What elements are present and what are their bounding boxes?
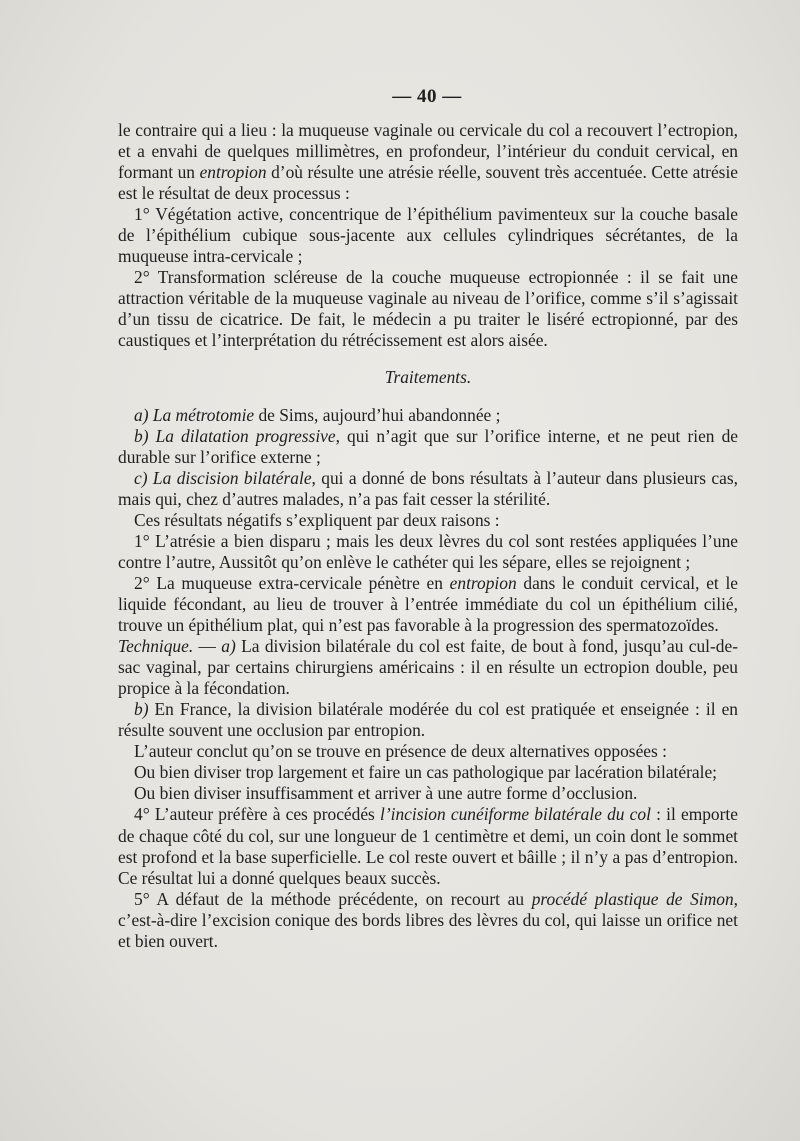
paragraph-results: Ces résultats négatifs s’expliquent par deux raisons :	[134, 509, 500, 530]
item-letter: c)	[134, 467, 153, 488]
paragraph-procedure-4	[118, 804, 738, 888]
paragraph-treatment-b	[118, 426, 738, 468]
paragraph-treatment-a	[118, 405, 738, 426]
paragraph-treatment-c	[118, 468, 738, 510]
paragraph-alternative-1: Ou bien diviser trop largement et faire un cas pathologique par lacération bilatérale;	[134, 762, 718, 783]
paragraph-technique-b	[118, 699, 738, 741]
paragraph-reason-2	[118, 573, 738, 636]
paragraph-procedure-5	[118, 889, 738, 952]
paragraph-reason-1: 1° L’atrésie a bien disparu ; mais les deux lèvres du col sont restées appliquées l’une contre l’autre, Aussitôt qu’on enlève le cathéter qui les sépare, elles se rejoignent ;	[118, 530, 738, 572]
text-run: le contraire qui a lieu : la muqueuse vaginale ou cervicale du col a recouvert l’ectropion, et a envahi de quelques millimètres, en profondeur, l’intérieur du conduit cervical, en formant un	[118, 120, 738, 183]
item-letter: b)	[134, 699, 149, 720]
section-heading: Traitements.	[384, 366, 472, 387]
item-letter: a)	[221, 636, 236, 657]
page-number: — 40 —	[392, 86, 462, 107]
paragraph-conclusion: L’auteur conclut qu’on se trouve en présence de deux alternatives opposées :	[134, 741, 667, 762]
text-run: , qui n’agit que sur l’orifice interne, et ne peut rien de durable sur l’orifice externe ;	[118, 425, 738, 467]
paragraph-process-2: 2° Transformation scléreuse de la couche muqueuse ectropionnée : il se fait une attraction véritable de la muqueuse vaginale au niveau de l’orifice, comme s’il s’agissait d’un tissu de cicatrice. De fait, le médecin a pu traiter le liséré ectropionné, par des caustiques et l’interprétation du rétrécissement est alors aisée.	[118, 267, 738, 351]
text-run: d’où résulte une atrésie réelle, souvent très accentuée. Cette atrésie est le résultat de deux processus :	[118, 162, 738, 204]
italic-term: l’incision cunéiforme bilatérale du col	[380, 804, 651, 825]
italic-term: Technique.	[118, 636, 194, 657]
italic-term: procédé plastique de Simon	[531, 888, 734, 909]
text-run: 2° La muqueuse extra-cervicale pénètre en	[134, 572, 450, 593]
paragraph-continuation	[118, 120, 738, 204]
text-run: En France, la division bilatérale modérée du col est pratiquée et enseignée : il en résulte souvent une occlusion par entropion.	[118, 699, 738, 741]
item-letter: a)	[134, 404, 153, 425]
italic-term: La métrotomie	[152, 404, 255, 425]
paragraph-alternative-2: Ou bien diviser insuffisamment et arriver à une autre forme d’occlusion.	[134, 783, 638, 804]
paragraph-technique	[118, 636, 738, 699]
text-run: La division bilatérale du col est faite, de bout à fond, jusqu’au cul-de-sac vaginal, par certains chirurgiens américains : il en résulte un ectropion double, peu propice à la fécondation.	[118, 636, 738, 699]
text-run: —	[193, 636, 222, 657]
text-run: , c’est-à-dire l’excision conique des bords libres des lèvres du col, qui laisse un orifice net et bien ouvert.	[118, 888, 739, 951]
text-run: 5° A défaut de la méthode précédente, on recourt au	[134, 888, 532, 909]
body-text	[118, 120, 738, 952]
italic-term: La discision bilatérale	[152, 467, 312, 488]
italic-term: entropion	[199, 162, 267, 183]
italic-term: entropion	[449, 572, 517, 593]
text-run: , qui a donné de bons résultats à l’auteur dans plusieurs cas, mais qui, chez d’autres malades, n’a pas fait cesser la stérilité.	[118, 467, 738, 509]
item-letter: b)	[134, 425, 156, 446]
paragraph-process-1: 1° Végétation active, concentrique de l’épithélium pavimenteux sur la couche basale de l’épithélium cubique sous-jacente aux cellules cylindriques sécrétantes, de la muqueuse intra-cervicale ;	[118, 204, 738, 267]
italic-term: La dilatation progressive	[155, 425, 336, 446]
text-run: : il emporte de chaque côté du col, sur une longueur de 1 centimètre et demi, un coin dont le sommet est profond et la base superficielle. Le col reste ouvert et bâille ; il n’y a pas d’entropion. Ce résultat lui a donné quelques beaux succès.	[118, 804, 738, 888]
text-run: dans le conduit cervical, et le liquide fécondant, au lieu de trouver à l’entrée immédiate du col un épithélium cilié, trouve un épithélium plat, qui n’est pas favorable à la progression des spermatozoïdes.	[118, 572, 739, 636]
text-run: de Sims, aujourd’hui abandonnée ;	[254, 404, 501, 425]
text-run: 4° L’auteur préfère à ces procédés	[134, 804, 380, 825]
